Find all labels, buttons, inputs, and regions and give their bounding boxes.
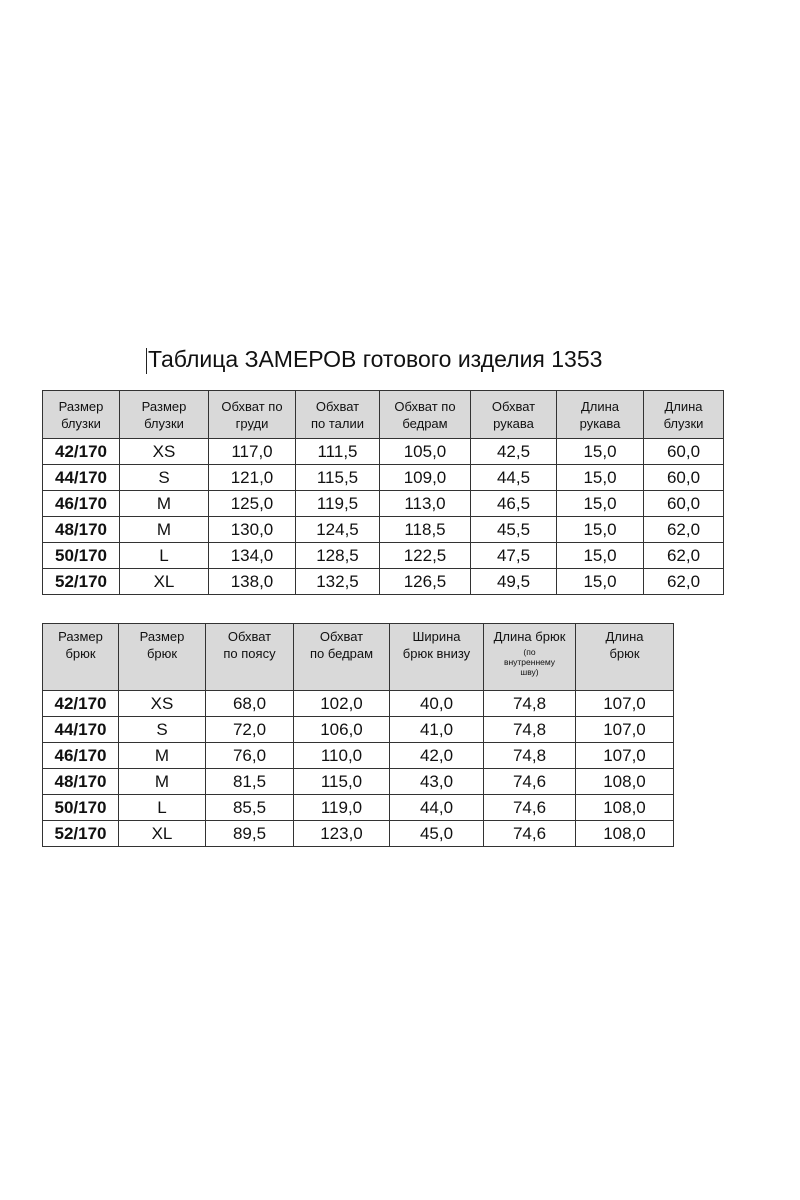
column-header bbox=[644, 391, 724, 439]
measurement-cell: 74,6 bbox=[484, 769, 576, 795]
measurement-cell: 60,0 bbox=[644, 465, 724, 491]
table-row bbox=[43, 691, 674, 717]
column-header bbox=[120, 391, 209, 439]
table-row bbox=[43, 821, 674, 847]
measurement-cell: 89,5 bbox=[206, 821, 294, 847]
column-header-line: блузки bbox=[144, 415, 184, 431]
measurement-cell: 45,5 bbox=[471, 517, 557, 543]
blouse-measurements-table bbox=[42, 390, 724, 595]
measurement-cell: 108,0 bbox=[576, 821, 674, 847]
measurement-cell: 68,0 bbox=[206, 691, 294, 717]
column-header-line: брюк bbox=[609, 646, 640, 661]
measurement-cell: 60,0 bbox=[644, 439, 724, 465]
measurement-cell: 108,0 bbox=[576, 769, 674, 795]
measurement-cell: 117,0 bbox=[209, 439, 296, 465]
size-code-cell: 46/170 bbox=[43, 743, 119, 769]
measurement-cell: 122,5 bbox=[380, 543, 471, 569]
measurement-cell: 42,5 bbox=[471, 439, 557, 465]
measurement-cell: 45,0 bbox=[390, 821, 484, 847]
table-header-row bbox=[43, 391, 724, 439]
measurement-cell: 105,0 bbox=[380, 439, 471, 465]
size-letter-cell: XS bbox=[120, 439, 209, 465]
measurement-cell: 44,5 bbox=[471, 465, 557, 491]
column-header bbox=[296, 391, 380, 439]
measurement-cell: 102,0 bbox=[294, 691, 390, 717]
size-code-cell: 46/170 bbox=[43, 491, 120, 517]
table-row bbox=[43, 717, 674, 743]
measurement-cell: 115,0 bbox=[294, 769, 390, 795]
column-header-line: Обхват bbox=[319, 629, 364, 644]
table-row bbox=[43, 517, 724, 543]
column-header-line: Длина bbox=[605, 629, 644, 644]
measurement-cell: 41,0 bbox=[390, 717, 484, 743]
measurement-cell: 62,0 bbox=[644, 543, 724, 569]
measurement-cell: 40,0 bbox=[390, 691, 484, 717]
column-header bbox=[557, 391, 644, 439]
measurement-cell: 49,5 bbox=[471, 569, 557, 595]
size-letter-cell: L bbox=[119, 795, 206, 821]
column-header-line: брюк bbox=[65, 646, 96, 661]
measurement-cell: 108,0 bbox=[576, 795, 674, 821]
column-header-line: груди bbox=[235, 415, 269, 431]
measurement-cell: 107,0 bbox=[576, 743, 674, 769]
table-row bbox=[43, 769, 674, 795]
measurement-cell: 119,0 bbox=[294, 795, 390, 821]
measurement-cell: 46,5 bbox=[471, 491, 557, 517]
measurement-cell: 62,0 bbox=[644, 517, 724, 543]
measurement-cell: 132,5 bbox=[296, 569, 380, 595]
size-code-cell: 42/170 bbox=[43, 439, 120, 465]
size-code-cell: 52/170 bbox=[43, 569, 120, 595]
column-header-line: по талии bbox=[310, 415, 365, 431]
size-letter-cell: S bbox=[120, 465, 209, 491]
column-header bbox=[43, 624, 119, 691]
column-header-line: по бедрам bbox=[309, 646, 374, 661]
size-letter-cell: XL bbox=[120, 569, 209, 595]
column-header bbox=[206, 624, 294, 691]
table-row bbox=[43, 465, 724, 491]
column-header-line: рукава bbox=[493, 415, 534, 431]
text-cursor bbox=[146, 348, 147, 374]
measurement-cell: 47,5 bbox=[471, 543, 557, 569]
column-header-line: Размер bbox=[139, 629, 185, 644]
column-header bbox=[43, 391, 120, 439]
measurement-cell: 76,0 bbox=[206, 743, 294, 769]
column-header-line: Длина bbox=[580, 398, 620, 414]
measurement-cell: 81,5 bbox=[206, 769, 294, 795]
measurement-cell: 43,0 bbox=[390, 769, 484, 795]
measurement-cell: 128,5 bbox=[296, 543, 380, 569]
measurement-cell: 74,8 bbox=[484, 717, 576, 743]
size-letter-cell: M bbox=[120, 491, 209, 517]
column-header bbox=[209, 391, 296, 439]
measurement-cell: 130,0 bbox=[209, 517, 296, 543]
measurement-cell: 60,0 bbox=[644, 491, 724, 517]
table-row bbox=[43, 743, 674, 769]
measurement-cell: 118,5 bbox=[380, 517, 471, 543]
size-code-cell: 48/170 bbox=[43, 517, 120, 543]
measurement-cell: 44,0 bbox=[390, 795, 484, 821]
measurement-cell: 106,0 bbox=[294, 717, 390, 743]
column-header-note: (по bbox=[523, 647, 536, 657]
measurement-cell: 119,5 bbox=[296, 491, 380, 517]
column-header-note: внутреннему bbox=[503, 657, 556, 667]
size-letter-cell: XL bbox=[119, 821, 206, 847]
measurement-cell: 42,0 bbox=[390, 743, 484, 769]
page-title bbox=[148, 346, 602, 373]
measurement-cell: 138,0 bbox=[209, 569, 296, 595]
table-row bbox=[43, 543, 724, 569]
measurement-cell: 62,0 bbox=[644, 569, 724, 595]
table-header-row bbox=[43, 624, 674, 691]
size-letter-cell: M bbox=[120, 517, 209, 543]
table-row bbox=[43, 569, 724, 595]
column-header-line: по поясу bbox=[223, 646, 276, 661]
measurement-cell: 107,0 bbox=[576, 717, 674, 743]
measurement-cell: 111,5 bbox=[296, 439, 380, 465]
size-letter-cell: XS bbox=[119, 691, 206, 717]
column-header bbox=[294, 624, 390, 691]
measurement-cell: 123,0 bbox=[294, 821, 390, 847]
column-header-note: шву) bbox=[520, 667, 539, 677]
measurement-cell: 74,6 bbox=[484, 795, 576, 821]
size-code-cell: 50/170 bbox=[43, 543, 120, 569]
size-code-cell: 44/170 bbox=[43, 465, 120, 491]
measurement-cell: 15,0 bbox=[557, 465, 644, 491]
measurement-cell: 115,5 bbox=[296, 465, 380, 491]
measurement-cell: 15,0 bbox=[557, 543, 644, 569]
table-row bbox=[43, 439, 724, 465]
column-header bbox=[576, 624, 674, 691]
column-header-line: Размер bbox=[58, 629, 103, 644]
measurement-cell: 121,0 bbox=[209, 465, 296, 491]
column-header-line: Длина bbox=[664, 398, 703, 414]
column-header-line: рукава bbox=[579, 415, 621, 431]
measurement-cell: 15,0 bbox=[557, 517, 644, 543]
column-header-line: Размер bbox=[58, 398, 104, 414]
size-letter-cell: M bbox=[119, 769, 206, 795]
column-header-line: брюк внизу bbox=[402, 646, 471, 661]
column-header-line: Размер bbox=[141, 398, 187, 414]
table-row bbox=[43, 491, 724, 517]
column-header-line: Обхват bbox=[315, 398, 360, 414]
measurement-cell: 15,0 bbox=[557, 569, 644, 595]
page-title-text: Таблица ЗАМЕРОВ готового изделия 1353 bbox=[148, 346, 603, 372]
measurement-cell: 15,0 bbox=[557, 439, 644, 465]
size-code-cell: 44/170 bbox=[43, 717, 119, 743]
measurement-cell: 72,0 bbox=[206, 717, 294, 743]
measurement-cell: 85,5 bbox=[206, 795, 294, 821]
column-header-line: Обхват bbox=[227, 629, 272, 644]
column-header bbox=[484, 624, 576, 691]
measurement-cell: 134,0 bbox=[209, 543, 296, 569]
column-header-line: Длина брюк bbox=[493, 629, 566, 644]
size-code-cell: 50/170 bbox=[43, 795, 119, 821]
measurement-cell: 15,0 bbox=[557, 491, 644, 517]
size-code-cell: 52/170 bbox=[43, 821, 119, 847]
measurement-cell: 110,0 bbox=[294, 743, 390, 769]
column-header-line: бедрам bbox=[402, 415, 448, 431]
measurement-cell: 74,8 bbox=[484, 743, 576, 769]
column-header bbox=[119, 624, 206, 691]
column-header-line: Ширина bbox=[412, 629, 461, 644]
column-header-line: блузки bbox=[61, 415, 101, 431]
size-code-cell: 42/170 bbox=[43, 691, 119, 717]
column-header-line: Обхват по bbox=[221, 398, 283, 414]
measurement-cell: 124,5 bbox=[296, 517, 380, 543]
column-header bbox=[390, 624, 484, 691]
measurement-cell: 74,6 bbox=[484, 821, 576, 847]
size-letter-cell: L bbox=[120, 543, 209, 569]
column-header bbox=[471, 391, 557, 439]
measurement-cell: 125,0 bbox=[209, 491, 296, 517]
column-header-line: брюк bbox=[146, 646, 178, 661]
measurement-cell: 113,0 bbox=[380, 491, 471, 517]
measurement-cell: 107,0 bbox=[576, 691, 674, 717]
column-header bbox=[380, 391, 471, 439]
size-code-cell: 48/170 bbox=[43, 769, 119, 795]
column-header-line: блузки bbox=[663, 415, 704, 431]
measurement-cell: 109,0 bbox=[380, 465, 471, 491]
pants-measurements-table bbox=[42, 623, 674, 847]
column-header-line: Обхват по bbox=[394, 398, 456, 414]
measurement-cell: 74,8 bbox=[484, 691, 576, 717]
table-row bbox=[43, 795, 674, 821]
column-header-line: Обхват bbox=[491, 398, 536, 414]
size-letter-cell: S bbox=[119, 717, 206, 743]
size-letter-cell: M bbox=[119, 743, 206, 769]
measurement-cell: 126,5 bbox=[380, 569, 471, 595]
